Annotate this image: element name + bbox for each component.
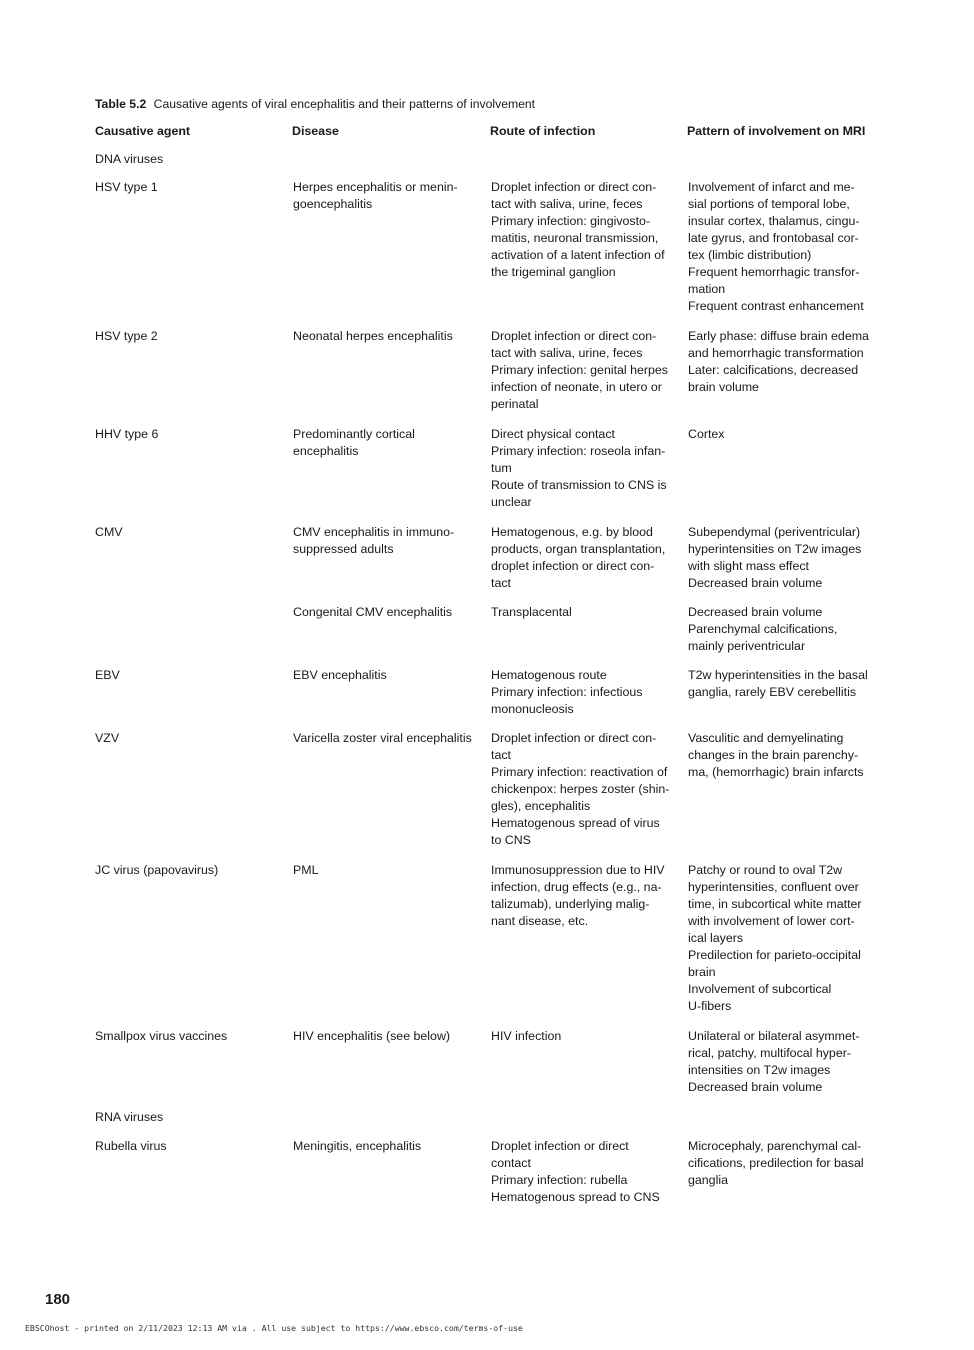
cell-disease: Congenital CMV encephalitis bbox=[293, 605, 453, 619]
cell-pattern: Decreased brain volume Parenchymal calcifications, mainly periventricular bbox=[688, 605, 838, 653]
table-caption-label: Table 5.2 bbox=[95, 97, 147, 111]
cell-pattern: T2w hyperintensities in the basal ganglia, rarely EBV cerebellitis bbox=[688, 668, 868, 699]
cell-route: Transplacental bbox=[491, 605, 572, 619]
cell-disease: EBV encephalitis bbox=[293, 668, 387, 682]
cell-agent: Smallpox virus vaccines bbox=[95, 1029, 228, 1043]
cell-disease: Predominantly cortical encephalitis bbox=[293, 427, 415, 458]
footer-notice: EBSCOhost - printed on 2/11/2023 12:13 AM via . All use subject to https://www.ebsco.com/terms-of-use bbox=[25, 1323, 523, 1333]
table-caption bbox=[95, 96, 535, 112]
header-route: Route of infection bbox=[490, 124, 596, 138]
cell-pattern: Vasculitic and demyelinating changes in the brain parenchy- ma, (hemorrhagic) brain infarcts bbox=[688, 731, 864, 779]
cell-route: Direct physical contact Primary infection: roseola infan- tum Route of transmission to CNS is unclear bbox=[491, 427, 667, 509]
header-pattern: Pattern of involvement on MRI bbox=[687, 124, 866, 138]
cell-pattern: Involvement of infarct and me- sial portions of temporal lobe, insular cortex, thalamus, cingu- late gyrus, and frontobasal cor- tex (limbic distribution) Frequent hemorrhagic transfor- mation Frequent contrast enhancement bbox=[688, 180, 864, 313]
cell-pattern: Microcephaly, parenchymal cal- cifications, predilection for basal ganglia bbox=[688, 1139, 864, 1187]
cell-route: Droplet infection or direct con- tact with saliva, urine, feces Primary infection: gingivosto- matitis, neuronal transmission, activation of a latent infection of the trigeminal ganglion bbox=[491, 180, 665, 279]
cell-agent: Rubella virus bbox=[95, 1139, 167, 1153]
cell-agent: EBV bbox=[95, 668, 120, 682]
cell-disease: PML bbox=[293, 863, 319, 877]
cell-route: Droplet infection or direct contact Primary infection: rubella Hematogenous spread to CNS bbox=[491, 1139, 660, 1204]
cell-agent: CMV bbox=[95, 525, 123, 539]
cell-pattern: Subependymal (periventricular) hyperintensities on T2w images with slight mass effect Decreased brain volume bbox=[688, 525, 862, 590]
cell-pattern: Unilateral or bilateral asymmet- rical, patchy, multifocal hyper- intensities on T2w images Decreased brain volume bbox=[688, 1029, 860, 1094]
cell-disease: Meningitis, encephalitis bbox=[293, 1139, 422, 1153]
cell-route: Hematogenous, e.g. by blood products, organ transplantation, droplet infection or direct con- tact bbox=[491, 525, 666, 590]
cell-agent: HSV type 1 bbox=[95, 180, 158, 194]
group-label-rna: RNA viruses bbox=[95, 1110, 164, 1124]
header-disease: Disease bbox=[292, 124, 339, 138]
group-label-dna: DNA viruses bbox=[95, 152, 164, 166]
cell-agent: HSV type 2 bbox=[95, 329, 158, 343]
cell-disease: HIV encephalitis (see below) bbox=[293, 1029, 451, 1043]
cell-pattern: Patchy or round to oval T2w hyperintensities, confluent over time, in subcortical white matter with involvement of lower cort- ical layers Predilection for parieto-occipital brain Involvement of subcortical U-fibers bbox=[688, 863, 862, 1013]
cell-disease: CMV encephalitis in immuno- suppressed adults bbox=[293, 525, 455, 556]
cell-disease: Herpes encephalitis or menin- goencephalitis bbox=[293, 180, 458, 211]
cell-agent: JC virus (papovavirus) bbox=[95, 863, 219, 877]
cell-agent: HHV type 6 bbox=[95, 427, 159, 441]
header-causative-agent: Causative agent bbox=[95, 124, 191, 138]
cell-disease: Neonatal herpes encephalitis bbox=[293, 329, 453, 343]
cell-disease: Varicella zoster viral encephalitis bbox=[293, 731, 472, 745]
cell-route: Droplet infection or direct con- tact with saliva, urine, feces Primary infection: genital herpes infection of neonate, in utero or perinatal bbox=[491, 329, 668, 411]
cell-route: HIV infection bbox=[491, 1029, 562, 1043]
cell-agent: VZV bbox=[95, 731, 120, 745]
cell-pattern: Early phase: diffuse brain edema and hemorrhagic transformation Later: calcifications, decreased brain volume bbox=[688, 329, 869, 394]
cell-pattern: Cortex bbox=[688, 427, 725, 441]
table-caption-text: Causative agents of viral encephalitis and their patterns of involvement bbox=[153, 97, 536, 111]
page-number: 180 bbox=[45, 1291, 71, 1308]
cell-route: Immunosuppression due to HIV infection, drug effects (e.g., na- talizumab), underlying malig- nant disease, etc. bbox=[491, 863, 665, 928]
cell-route: Hematogenous route Primary infection: infectious mononucleosis bbox=[491, 668, 643, 716]
cell-route: Droplet infection or direct con- tact Primary infection: reactivation of chickenpox: herpes zoster (shin- gles), encephalitis Hematogenous spread of virus to CNS bbox=[491, 731, 670, 847]
